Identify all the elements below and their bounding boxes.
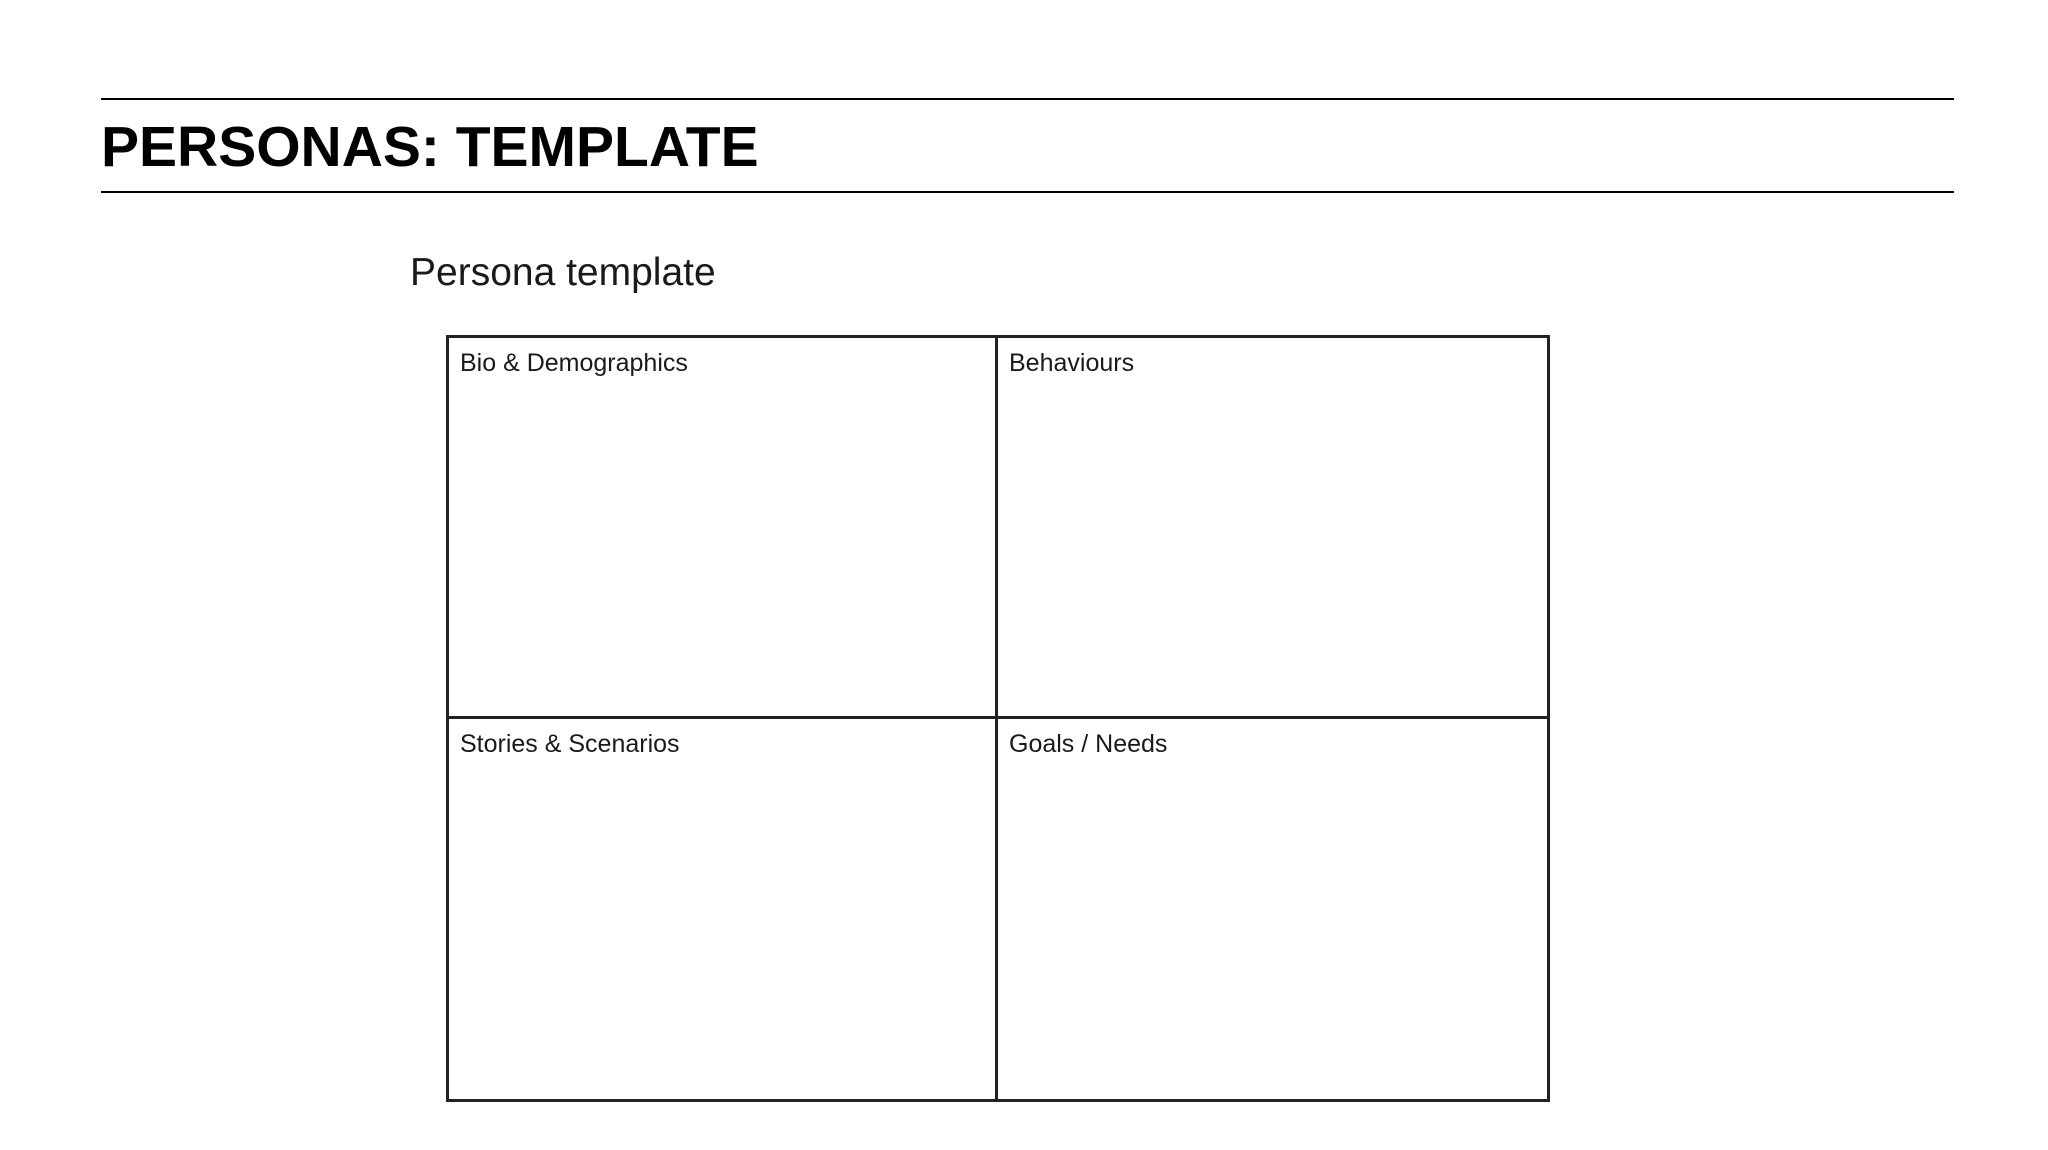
persona-template-heading: Persona template (410, 251, 716, 294)
title-top-rule (101, 98, 1954, 100)
slide-title: PERSONAS: TEMPLATE (101, 115, 759, 179)
cell-bio-demographics (449, 338, 998, 719)
cell-behaviours (998, 338, 1547, 719)
title-bottom-rule (101, 191, 1954, 193)
cell-stories-scenarios (449, 719, 998, 1100)
cell-label-goals-needs: Goals / Needs (1009, 729, 1168, 758)
cell-label-behaviours: Behaviours (1009, 349, 1135, 377)
persona-template-grid (446, 335, 1550, 1102)
cell-goals-needs (998, 719, 1547, 1100)
cell-label-bio-demographics: Bio & Demographics (460, 349, 688, 377)
cell-label-stories-scenarios: Stories & Scenarios (460, 729, 680, 758)
